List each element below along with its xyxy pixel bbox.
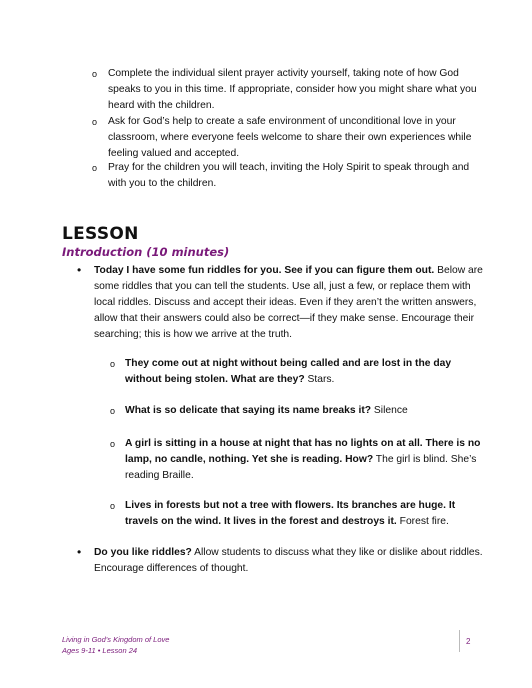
riddle-answer: Silence bbox=[371, 405, 408, 416]
intro-bold-text: Today I have some fun riddles for you. See if you can figure them out. bbox=[94, 265, 435, 276]
prep-item-text: Complete the individual silent prayer activity yourself, taking note of how God speaks to you in this time. If appropriate, consider how you might share what you heard with the children. bbox=[108, 68, 477, 111]
intro-bullet bbox=[77, 263, 486, 343]
prep-item-text: Pray for the children you will teach, inviting the Holy Spirit to speak through and with you to the children. bbox=[108, 162, 470, 189]
footer-subtitle: Ages 9-11 • Lesson 24 bbox=[62, 646, 138, 655]
bullet-marker: • bbox=[77, 545, 82, 559]
intro-text: Below are some riddles that you can tell the students. Use all, just a few, or replace them with local riddles. Discuss and accept their ideas. Even if they aren’t the written answers, allow that their answers could also be correct—if they make sense. Encourage their searching; this is how we arrive at the truth. bbox=[94, 265, 483, 340]
sub-bullet-marker: o bbox=[92, 163, 98, 173]
riddle-question: Lives in forests but not a tree with flowers. Its branches are huge. It travels on the wind. It lives in the forest and destroys it. bbox=[125, 500, 456, 527]
riddle-answer: Stars. bbox=[304, 374, 335, 385]
riddle-answer: Forest fire. bbox=[396, 516, 449, 527]
sub-bullet-marker: o bbox=[110, 439, 116, 449]
riddle-item bbox=[110, 356, 485, 388]
prep-item-text: Ask for God’s help to create a safe environment of unconditional love in your classroom, where everyone feels welcome to share their own experiences while feeling valued and accepted. bbox=[108, 116, 472, 159]
sub-bullet-marker: o bbox=[110, 406, 116, 416]
closing-bold-text: Do you like riddles? bbox=[94, 547, 192, 558]
prep-item bbox=[92, 160, 480, 192]
sub-bullet-marker: o bbox=[110, 501, 116, 511]
closing-text: Allow students to discuss what they like or dislike about riddles. Encourage differences of thought. bbox=[94, 547, 483, 574]
riddle-answer: The girl is blind. She’s reading Braille. bbox=[125, 454, 477, 481]
footer-divider bbox=[459, 630, 460, 652]
page-number: 2 bbox=[466, 637, 471, 646]
riddle-question: What is so delicate that saying its name breaks it? bbox=[125, 405, 372, 416]
riddle-question: A girl is sitting in a house at night that has no lights on at all. There is no lamp, no candle, nothing. Yet she is reading. How? bbox=[125, 438, 481, 465]
footer-title: Living in God’s Kingdom of Love bbox=[62, 635, 170, 644]
sub-bullet-marker: o bbox=[92, 69, 98, 79]
lesson-heading: LESSON bbox=[62, 224, 139, 244]
sub-bullet-marker: o bbox=[92, 117, 98, 127]
bullet-marker: • bbox=[77, 263, 82, 277]
sub-bullet-marker: o bbox=[110, 359, 116, 369]
section-heading: Introduction (10 minutes) bbox=[62, 245, 230, 259]
riddle-item bbox=[110, 403, 485, 419]
footer bbox=[62, 634, 169, 656]
prep-item bbox=[92, 114, 480, 162]
riddle-question: They come out at night without being called and are lost in the day without being stolen. What are they? bbox=[125, 358, 452, 385]
riddle-item bbox=[110, 498, 485, 530]
closing-bullet bbox=[77, 545, 486, 577]
riddle-item bbox=[110, 436, 485, 484]
prep-item bbox=[92, 66, 480, 114]
